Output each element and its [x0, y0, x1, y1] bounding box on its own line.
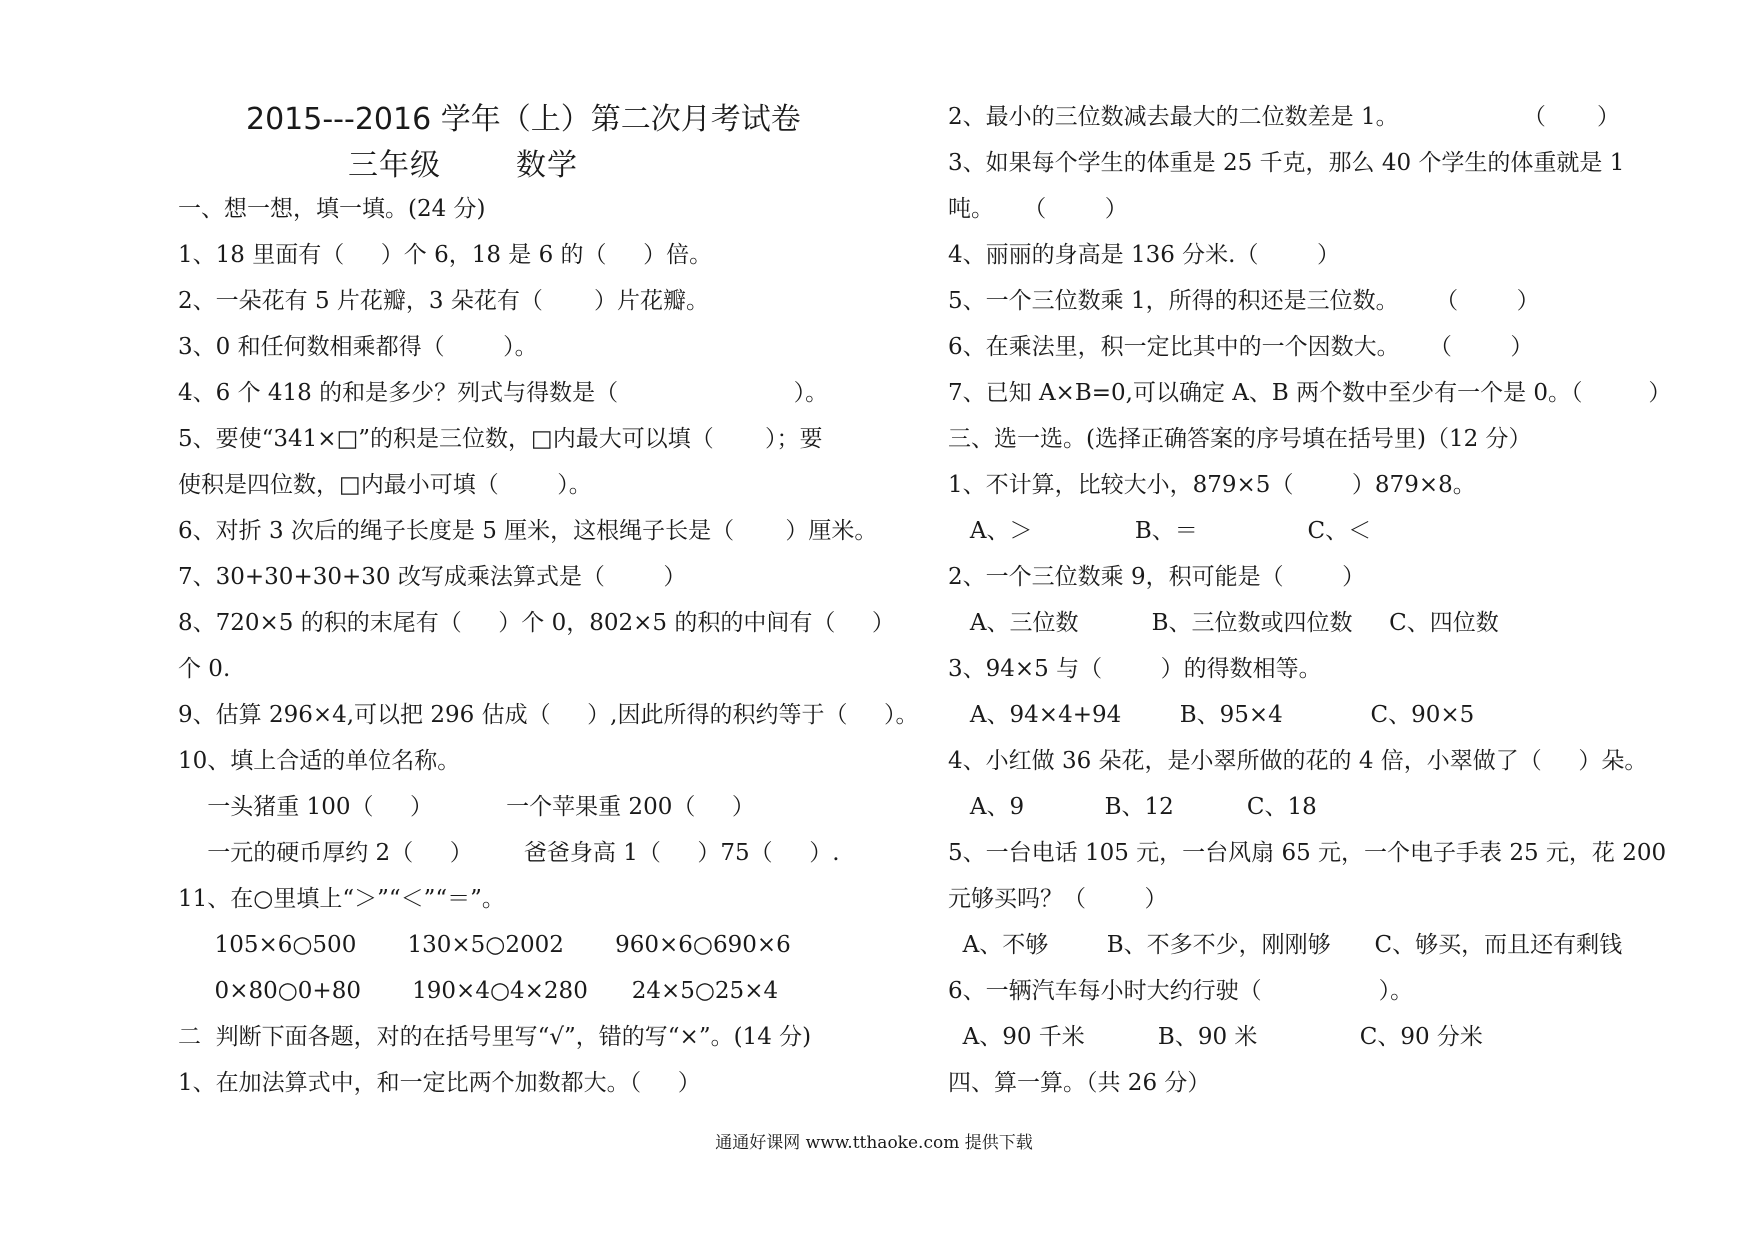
question-line: 1、不计算，比较大小，879×5（ ）879×8。: [948, 472, 1476, 498]
footer-credit: 通通好课网 www.tthaoke.com 提供下载: [715, 1133, 1033, 1153]
section-4-heading: 四、算一算。（共 26 分）: [948, 1070, 1211, 1096]
question-line: 0×80○0+80 190×4○4×280 24×5○25×4: [178, 978, 779, 1004]
question-line: 9、估算 296×4,可以把 296 估成（ ）,因此所得的积约等于（ ）。: [178, 702, 919, 728]
question-line: 2、一朵花有 5 片花瓣，3 朵花有（ ）片花瓣。: [178, 288, 710, 314]
question-line: 元够买吗？（ ）: [948, 886, 1168, 912]
question-line: 个 0.: [178, 656, 231, 682]
section-3-heading: 三、选一选。(选择正确答案的序号填在括号里)（12 分）: [948, 426, 1532, 452]
question-line: 一头猪重 100（ ） 一个苹果重 200（ ）: [178, 794, 755, 820]
question-line: 2、最小的三位数减去最大的二位数差是 1。 （ ）: [948, 104, 1621, 130]
question-line: 6、在乘法里，积一定比其中的一个因数大。 （ ）: [948, 334, 1534, 360]
answer-options: A、94×4+94 B、95×4 C、90×5: [948, 702, 1475, 728]
question-line: 1、在加法算式中，和一定比两个加数都大。（ ）: [178, 1070, 701, 1096]
question-line: 一元的硬币厚约 2（ ） 爸爸身高 1（ ）75（ ）.: [178, 840, 840, 866]
question-line: 10、填上合适的单位名称。: [178, 748, 461, 774]
question-line: 5、要使“341×□”的积是三位数，□内最大可以填（ ）；要: [178, 426, 823, 452]
answer-options: A、9 B、12 C、18: [948, 794, 1317, 820]
question-line: 4、小红做 36 朵花，是小翠所做的花的 4 倍，小翠做了（ ）朵。: [948, 748, 1648, 774]
question-line: 3、0 和任何数相乘都得（ ）。: [178, 334, 538, 360]
question-line: 8、720×5 的积的末尾有（ ）个 0，802×5 的积的中间有（ ）: [178, 610, 895, 636]
answer-options: A、＞ B、＝ C、＜: [948, 518, 1372, 544]
question-line: 6、一辆汽车每小时大约行驶（ ）。: [948, 978, 1414, 1004]
question-line: 4、6 个 418 的和是多少？列式与得数是（ ）。: [178, 380, 829, 406]
subject-label: 数学: [516, 148, 578, 183]
answer-options: A、三位数 B、三位数或四位数 C、四位数: [948, 610, 1499, 636]
question-line: 吨。 （ ）: [948, 196, 1128, 222]
question-line: 11、在○里填上“＞”“＜”“＝”。: [178, 886, 505, 912]
exam-title: 2015---2016 学年（上）第二次月考试卷: [246, 102, 801, 137]
answer-options: A、不够 B、不多不少，刚刚够 C、够买，而且还有剩钱: [948, 932, 1623, 958]
question-line: 105×6○500 130×5○2002 960×6○690×6: [178, 932, 791, 958]
question-line: 使积是四位数，□内最小可填（ ）。: [178, 472, 592, 498]
question-line: 6、对折 3 次后的绳子长度是 5 厘米，这根绳子长是（ ）厘米。: [178, 518, 878, 544]
question-line: 7、30+30+30+30 改写成乘法算式是（ ）: [178, 564, 687, 590]
question-line: 5、一台电话 105 元，一台风扇 65 元，一个电子手表 25 元，花 200: [948, 840, 1667, 866]
question-line: 4、丽丽的身高是 136 分米.（ ）: [948, 242, 1340, 268]
section-1-heading: 一、想一想，填一填。(24 分): [178, 196, 486, 222]
question-line: 3、94×5 与（ ）的得数相等。: [948, 656, 1322, 682]
question-line: 2、一个三位数乘 9，积可能是（ ）: [948, 564, 1366, 590]
question-line: 3、如果每个学生的体重是 25 千克，那么 40 个学生的体重就是 1: [948, 150, 1625, 176]
question-line: 7、已知 A×B=0,可以确定 A、B 两个数中至少有一个是 0。（ ）: [948, 380, 1672, 406]
question-line: 5、一个三位数乘 1，所得的积还是三位数。 （ ）: [948, 288, 1540, 314]
grade-label: 三年级: [348, 148, 441, 183]
section-2-heading: 二 判断下面各题，对的在括号里写“√”，错的写“×”。(14 分): [178, 1024, 812, 1050]
answer-options: A、90 千米 B、90 米 C、90 分米: [948, 1024, 1483, 1050]
question-line: 1、18 里面有（ ）个 6，18 是 6 的（ ）倍。: [178, 242, 713, 268]
